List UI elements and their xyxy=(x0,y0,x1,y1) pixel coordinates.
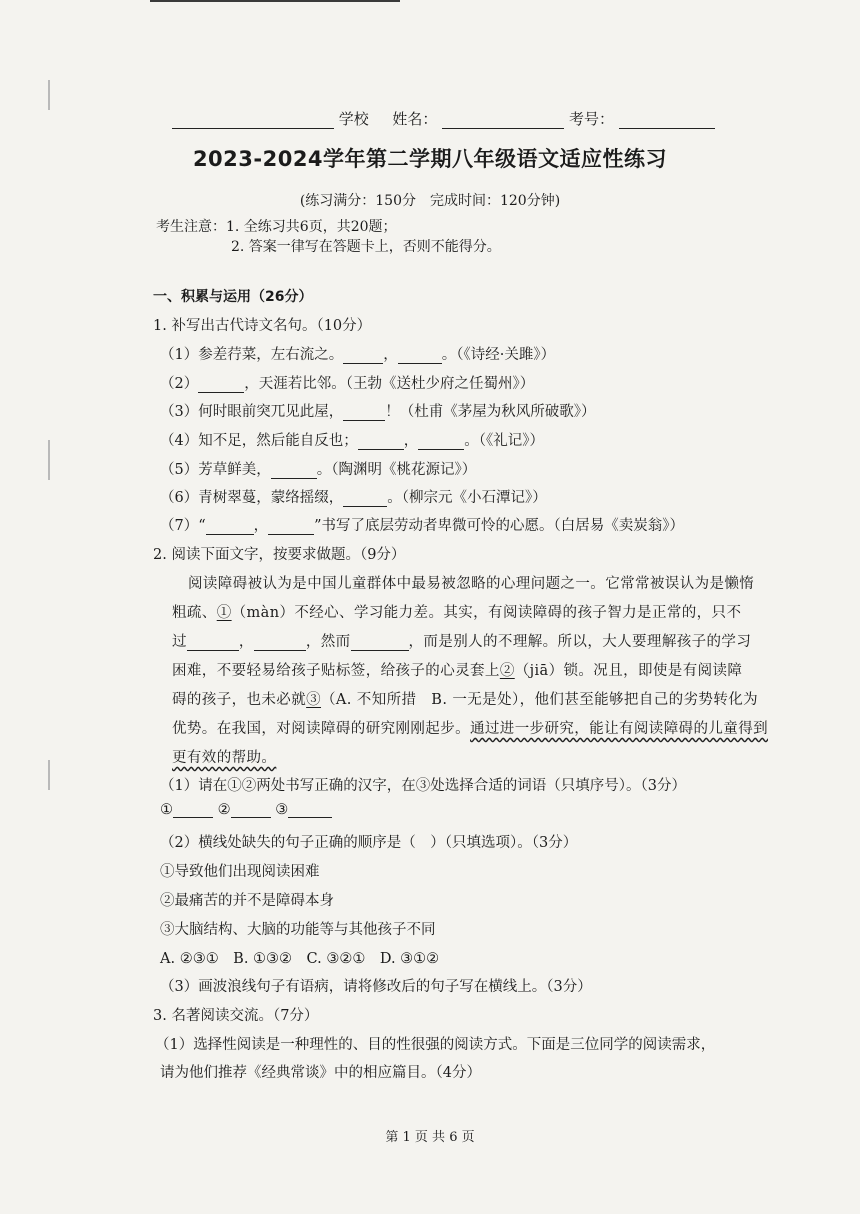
answer-blank[interactable] xyxy=(231,817,271,818)
exam-no-label: 考号： xyxy=(568,110,614,128)
answer-blank[interactable] xyxy=(254,650,306,651)
q3-sub1-cont: 请为他们推荐《经典常谈》中的相应篇目。（4分） xyxy=(160,1065,481,1081)
q2-sub2: （2）横线处缺失的句子正确的顺序是（ ）（只填选项）。（3分） xyxy=(160,835,578,851)
q1-item: （5）芳草鲜美， 。（陶渊明《桃花源记》） xyxy=(160,462,477,478)
answer-blank[interactable] xyxy=(187,650,239,651)
q1-item: （2） ，天涯若比邻。（王勃《送杜少府之任蜀州》） xyxy=(160,376,535,392)
exam-no-blank[interactable] xyxy=(619,128,715,129)
exam-info: (练习满分：150分 完成时间：120分钟) xyxy=(299,193,561,209)
blank-mark-2: ② xyxy=(499,663,515,679)
q2-sub1: （1）请在①②两处书写正确的汉字，在③处选择合适的词语（只填序号）。（3分） xyxy=(160,778,686,794)
wavy-sentence: 通过进一步研究，能让有阅读障碍的儿童得到 xyxy=(470,721,768,737)
student-info-line xyxy=(172,108,715,129)
q1-item: （7）“ ， ”书写了底层劳动者卑微可怜的心愿。（白居易《卖炭翁》） xyxy=(160,518,685,534)
passage-line: 阅读障碍被认为是中国儿童群体中最易被忽略的心理问题之一。它常常被误认为是懒惰 xyxy=(188,576,755,592)
answer-blank[interactable] xyxy=(358,449,404,450)
passage-line: 优势。在我国，对阅读障碍的研究刚刚起步。通过进一步研究，能让有阅读障碍的儿童得到 xyxy=(172,721,768,737)
answer-blank[interactable] xyxy=(198,392,244,393)
answer-blank[interactable] xyxy=(351,650,409,651)
passage-line xyxy=(172,746,276,767)
notice-line-1 xyxy=(156,216,397,236)
passage-line: 过 ， ，然而 ，而是别人的不理解。所以，大人要理解孩子的学习 xyxy=(172,634,752,650)
scan-edge xyxy=(150,0,400,2)
answer-blank[interactable] xyxy=(343,506,387,507)
answer-blank[interactable] xyxy=(398,363,442,364)
q2-option: ①导致他们出现阅读困难 xyxy=(160,864,320,880)
answer-blank[interactable] xyxy=(418,449,464,450)
page-title: 2023-2024学年第二学期八年级语文适应性练习 xyxy=(192,147,668,171)
margin-mark xyxy=(48,760,50,790)
name-label: 姓名： xyxy=(392,110,438,128)
answer-blank[interactable] xyxy=(173,817,213,818)
q1-item: （1）参差荇菜，左右流之。 ， 。（《诗经·关雎》） xyxy=(160,347,556,363)
answer-blank[interactable] xyxy=(271,478,317,479)
blank-mark-1: ① xyxy=(216,605,232,621)
q2-title: 2. 阅读下面文字，按要求做题。（9分） xyxy=(153,547,406,563)
q2-sub3: （3）画波浪线句子有语病，请将修改后的句子写在横线上。（3分） xyxy=(160,979,592,995)
answer-blank[interactable] xyxy=(206,534,254,535)
passage-line: 困难，不要轻易给孩子贴标签，给孩子的心灵套上②（jiā）锁。况且，即使是有阅读障 xyxy=(172,663,743,679)
q1-item: （3）何时眼前突兀见此屋， ！（杜甫《茅屋为秋风所破歌》） xyxy=(160,404,596,420)
q2-option: ③大脑结构、大脑的功能等与其他孩子不同 xyxy=(160,922,436,938)
margin-mark xyxy=(48,440,50,480)
name-blank[interactable] xyxy=(442,128,564,129)
q3-title: 3. 名著阅读交流。（7分） xyxy=(153,1008,319,1024)
answer-blank[interactable] xyxy=(343,420,385,421)
q1-title: 1. 补写出古代诗文名句。（10分） xyxy=(153,318,372,334)
page-number: 第 1 页 共 6 页 xyxy=(385,1130,475,1145)
school-blank[interactable] xyxy=(172,128,334,129)
answer-blank[interactable] xyxy=(343,363,383,364)
section-heading: 一、积累与运用（26分） xyxy=(153,289,313,305)
answer-blank[interactable] xyxy=(288,817,332,818)
notice-item-1: 1. 全练习共6页，共20题； xyxy=(226,219,397,235)
notice-item-2: 2. 答案一律写在答题卡上，否则不能得分。 xyxy=(231,239,501,255)
q1-item: （6）青树翠蔓，蒙络摇缀， 。（柳宗元《小石潭记》） xyxy=(160,490,547,506)
margin-mark xyxy=(48,80,50,110)
notice-label: 考生注意： xyxy=(156,219,226,235)
blank-mark-3: ③ xyxy=(306,692,322,708)
passage-line: 碍的孩子，也未必就③（A. 不知所措 B. 一无是处），他们甚至能够把自己的劣势转化为 xyxy=(172,692,759,708)
q2-sub1-slots: ① ② ③ xyxy=(160,802,332,818)
answer-blank[interactable] xyxy=(268,534,314,535)
wavy-sentence: 更有效的帮助。 xyxy=(172,750,277,766)
q2-choices: A. ②③① B. ①③② C. ③②① D. ③①② xyxy=(160,951,440,967)
school-label: 学校 xyxy=(338,110,369,128)
q3-sub1: （1）选择性阅读是一种理性的、目的性很强的阅读方式。下面是三位同学的阅读需求， xyxy=(155,1037,716,1053)
passage-line: 粗疏、①（màn）不经心、学习能力差。其实，有阅读障碍的孩子智力是正常的，只不 xyxy=(172,605,742,621)
q2-option: ②最痛苦的并不是障碍本身 xyxy=(160,893,334,909)
q1-item: （4）知不足，然后能自反也； ， 。（《礼记》） xyxy=(160,433,544,449)
